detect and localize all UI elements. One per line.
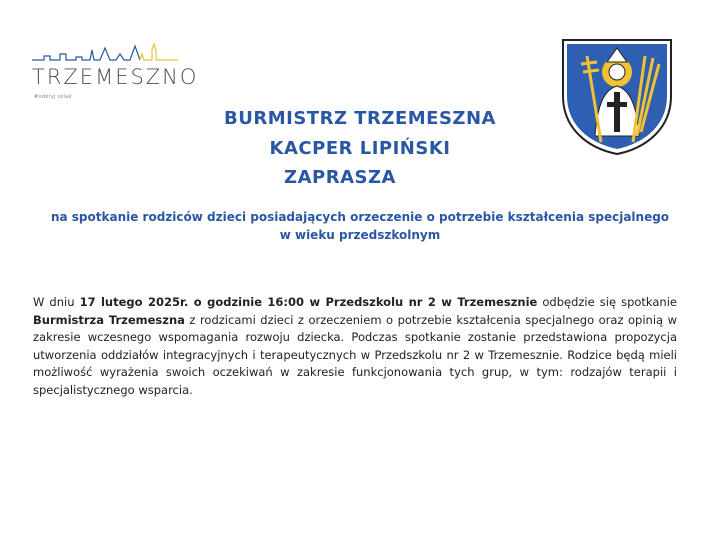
- headline-title: BURMISTRZ TRZEMESZNA: [224, 108, 496, 129]
- subtitle-line-1: na spotkanie rodziców dzieci posiadających orzeczenie o potrzebie kształcenia specjalnego: [50, 210, 670, 224]
- skyline-icon: [30, 40, 180, 68]
- body-part-3: z rodzicami dzieci z orzeczeniem o potrzebie kształcenia specjalnego oraz opinią w zakresie wczesnego wspomagania rozwoju dziecka. Podczas spotkanie zostanie przedstawiona propozycja utworzenia oddziałów integracyjnych i terapeutycznych w Przedszkolu nr 2 w Trzemesznie. Rodzice będą mieli możliwość wyrażenia swoich oczekiwań w zakresie funkcjonowania tych grup, w tym: rodzajów terapii i specjalistycznego wsparcia.: [33, 312, 677, 397]
- logo-tagline: #odkryj szlak: [34, 94, 72, 100]
- headline-name: KACPER LIPIŃSKI: [269, 138, 451, 159]
- body-intro: W dniu: [33, 295, 80, 309]
- coat-of-arms-icon: [557, 36, 677, 156]
- body-paragraph: [33, 294, 677, 400]
- trzemeszno-logo: [30, 40, 199, 110]
- logo-wordmark: TRZEMESZNO: [32, 65, 199, 89]
- body-part-2: odbędzie się spotkanie: [537, 295, 677, 309]
- headline-invite: ZAPRASZA: [284, 167, 396, 188]
- subtitle-line-2: w wieku przedszkolnym: [279, 228, 441, 242]
- subtitle: [20, 208, 700, 244]
- body-date: 17 lutego 2025r. o godzinie 16:00 w Przedszkolu nr 2 w Trzemesznie: [79, 295, 538, 309]
- body-host: Burmistrza Trzemeszna: [33, 312, 185, 327]
